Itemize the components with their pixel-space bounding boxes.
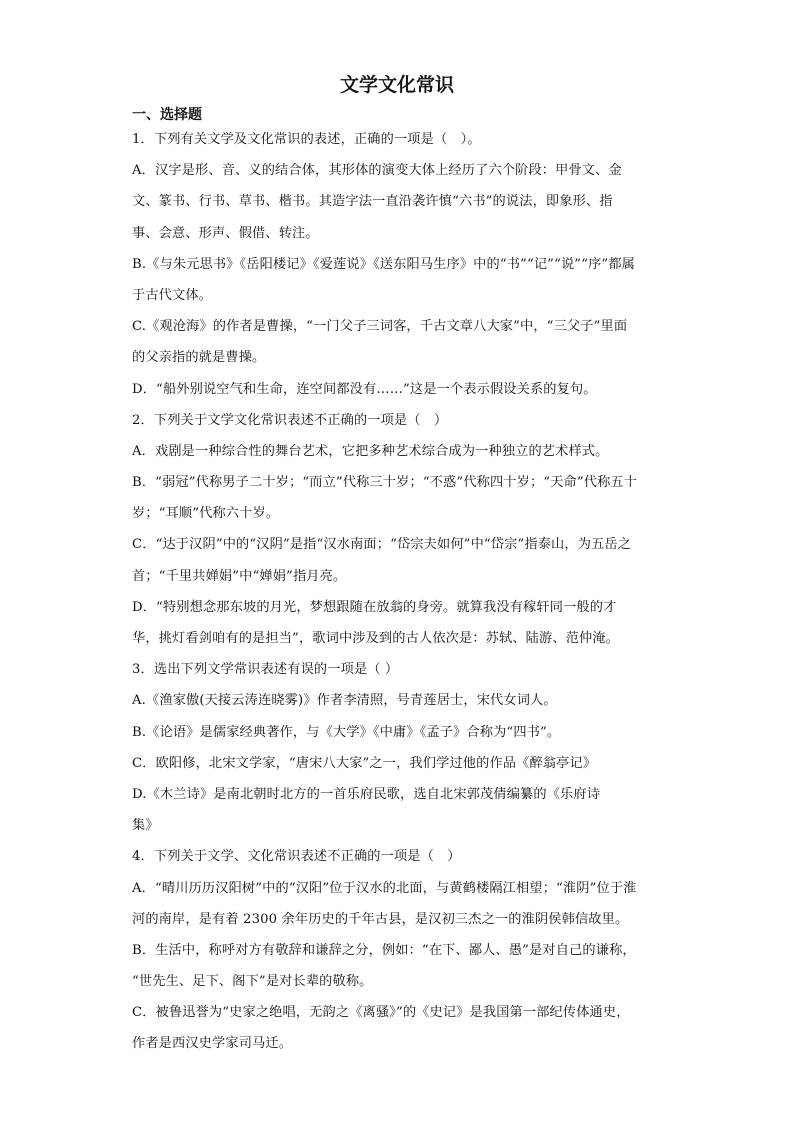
text-line: D．“船外别说空气和生命，连空间都没有……”这是一个表示假设关系的复句。 — [132, 381, 597, 397]
text-line: C.《观沧海》的作者是曹操，“一门父子三词客，千古文章八大家”中，“三父子”里面 — [132, 319, 628, 335]
text-line: A．戏剧是一种综合性的舞台艺术，它把多种艺术综合成为一种独立的艺术样式。 — [132, 443, 609, 459]
text-line: A．汉字是形、音、义的结合体，其形体的演变大体上经历了六个阶段：甲骨文、金 — [132, 163, 622, 179]
text-line: 作者是西汉史学家司马迁。 — [132, 1036, 293, 1052]
text-line: 集》 — [132, 818, 159, 834]
text-line: B.《与朱元思书》《岳阳楼记》《爱莲说》《送东阳马生序》中的“书”“记”“说”“序”都属 — [132, 256, 635, 272]
text-line: 事、会意、形声、假借、转注。 — [132, 225, 319, 241]
section-heading: 一、选择题 — [132, 107, 202, 123]
text-line: 华，挑灯看剑咱有的是担当”，歌词中涉及到的古人依次是：苏轼、陆游、范仲淹。 — [132, 631, 620, 646]
text-line: D．“特别想念那东坡的月光，梦想跟随在放翁的身旁。就算我没有稼轩同一般的才 — [132, 599, 617, 615]
text-line: 的父亲指的就是曹操。 — [132, 350, 266, 366]
text-line: 岁；“耳顺”代称六十岁。 — [132, 506, 280, 522]
text-line: A．“晴川历历汉阳树”中的“汉阳”位于汉水的北面，与黄鹤楼隔江相望；“淮阴”位于淮 — [132, 880, 637, 896]
text-line: 4．下列关于文学、文化常识表述不正确的一项是（ ） — [132, 849, 461, 865]
text-line: B.《论语》是儒家经典著作，与《大学》《中庸》《孟子》合称为“四书”。 — [132, 724, 561, 740]
text-line: 文、篆书、行书、草书、楷书。其造字法一直沿袭许慎“六书”的说法，即象形、指 — [132, 194, 613, 210]
text-line: 2．下列关于文学文化常识表述不正确的一项是（ ） — [132, 412, 448, 428]
text-line: “世先生、足下、阁下”是对长辈的敬称。 — [132, 974, 373, 990]
text-line: B．生活中，称呼对方有敬辞和谦辞之分，例如：“在下、鄙人、愚”是对自己的谦称， — [132, 942, 636, 958]
page-title: 文学文化常识 — [339, 74, 454, 96]
text-line: 于古代文体。 — [132, 287, 213, 303]
text-line: B．“弱冠”代称男子二十岁；“而立”代称三十岁；“不惑”代称四十岁；“天命”代称五十 — [132, 475, 638, 491]
text-line: 3．选出下列文学常识表述有误的一项是（ ） — [132, 662, 399, 678]
text-line: 河的南岸，是有着 2300 余年历史的千年古县，是汉初三杰之一的淮阴侯韩信故里。 — [132, 911, 629, 927]
text-line: 首；“千里共婵娟”中“婵娟”指月亮。 — [132, 568, 347, 584]
text-line: 1．下列有关文学及文化常识的表述，正确的一项是（ ）。 — [132, 132, 481, 147]
text-line: D.《木兰诗》是南北朝时北方的一首乐府民歌，选自北宋郭茂倩编纂的《乐府诗 — [132, 786, 601, 802]
document-body — [132, 124, 662, 1060]
text-line: C．欧阳修，北宋文学家，“唐宋八大家”之一，我们学过他的作品《醉翁亭记》 — [132, 755, 597, 771]
text-line: A.《渔家傲(天接云涛连晓雾)》作者李清照，号青莲居士，宋代女词人。 — [132, 693, 557, 709]
text-line: C．“达于汉阴”中的“汉阴”是指“汉水南面；“岱宗夫如何”中“岱宗”指泰山，为五岳之 — [132, 537, 632, 553]
text-line: C．被鲁迅誉为“史家之绝唱，无韵之《离骚》”的《史记》是我国第一部纪传体通史， — [132, 1005, 630, 1021]
